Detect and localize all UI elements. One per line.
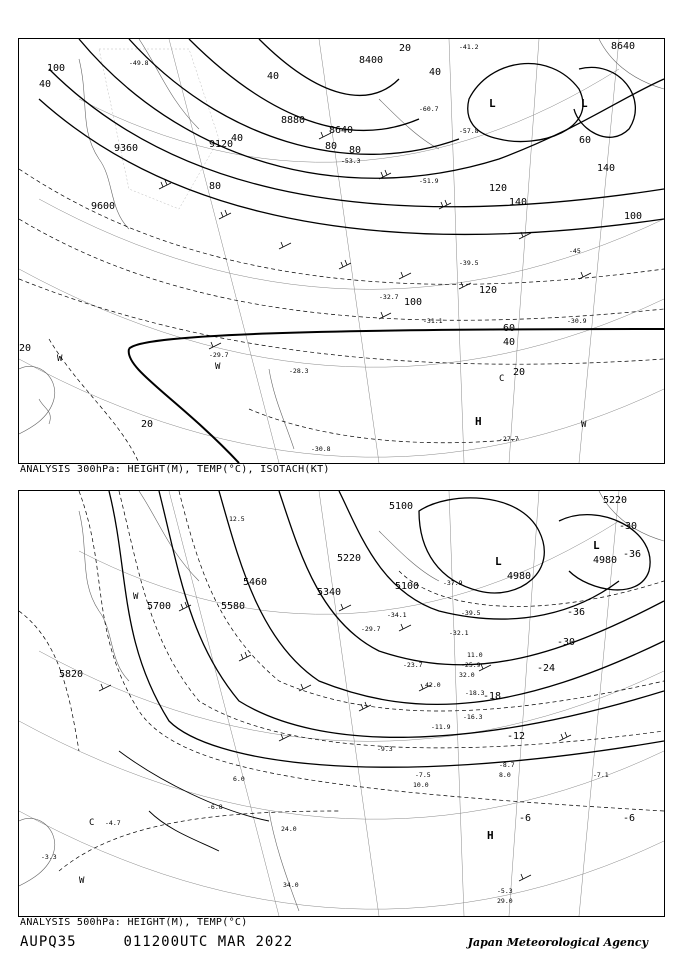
height-contours [109,491,664,767]
isotach-label: 20 [141,419,154,430]
temp-label: 11.0 [467,651,483,659]
temp-label: -32.1 [449,629,469,637]
wind-barbs [159,132,591,349]
temp-label: 34.0 [283,881,299,889]
isotach-label: 20 [513,367,526,378]
temp-label: 10.0 [413,781,429,789]
height-label: 9600 [91,201,116,212]
temp-label: -41.2 [459,43,479,51]
high-center: H [475,415,482,428]
temp-label: -23.7 [403,661,423,669]
isotach-label: 40 [503,337,516,348]
warm-marker: W [79,876,85,886]
temp-label: 8.0 [499,771,511,779]
isotach-label: 40 [231,133,244,144]
height-label: 9360 [114,143,139,154]
temp-label: -8.7 [499,761,515,769]
isotach-label: 120 [479,285,498,296]
low-center: L [593,539,600,552]
temp-label: 12.5 [229,515,245,523]
high-center: H [487,829,494,842]
map-500hpa-svg [19,491,664,916]
coastline [19,39,664,449]
height-label: 8400 [359,55,384,66]
temp-label: -30.8 [311,445,331,453]
temp-label: -37.9 [443,579,463,587]
valid-time: 011200UTC MAR 2022 [123,934,294,950]
height-contours [39,39,664,234]
isotach-label: 60 [579,135,592,146]
temp-label: -9.3 [377,745,393,753]
temp-label: 24.0 [281,825,297,833]
warm-marker: W [57,354,63,364]
temp-label: -11.9 [431,723,451,731]
isotach-label: 40 [429,67,442,78]
temp-contour-label: -36 [623,549,642,560]
temp-contour-label: -36 [567,607,586,618]
isotach-thick [129,329,664,463]
height-label: 5100 [395,581,420,592]
wind-barbs [99,602,571,881]
low-center: L [489,97,496,110]
temp-label: -25.9 [461,661,481,669]
temp-label: -39.5 [461,609,481,617]
caption-300hpa: ANALYSIS 300hPa: HEIGHT(M), TEMP(°C), ISOTACH(KT) [20,464,330,475]
temp-label: 6.0 [233,775,245,783]
map-panel-500hpa [18,490,665,917]
agency-name: Japan Meteorological Agency [467,936,648,949]
temp-contour-label: -12 [507,731,526,742]
isotach-label: 140 [509,197,528,208]
isotach-label: 140 [597,163,616,174]
isotach-label: 100 [624,211,643,222]
height-label: 9120 [209,139,234,150]
cold-marker: C [499,374,505,384]
temp-label: -28.3 [289,367,309,375]
temp-label: -3.3 [41,853,57,861]
caption-500hpa: ANALYSIS 500hPa: HEIGHT(M), TEMP(°C) [20,917,248,928]
temp-label: -31.1 [423,317,443,325]
low-center: L [581,97,588,110]
temp-label: -7.5 [415,771,431,779]
temp-label: -7.1 [593,771,609,779]
isotach-label: 100 [404,297,423,308]
map-panel-300hpa [18,38,665,464]
temp-label: -29.7 [361,625,381,633]
height-label: 8640 [329,125,354,136]
height-label: 5220 [337,553,362,564]
temp-contour-label: -6 [519,813,532,824]
isotherms [19,169,664,463]
map-300hpa-svg [19,39,664,463]
temp-label: 29.0 [497,897,513,905]
height-label: 8880 [281,115,306,126]
isotach-label: 60 [503,323,516,334]
chart-code [20,934,293,950]
warm-marker: W [133,592,139,602]
height-label: 5340 [317,587,342,598]
temp-label: -51.9 [419,177,439,185]
height-label: 8640 [611,41,636,52]
temp-contour-label: -6 [623,813,636,824]
temp-label: -6.8 [207,803,223,811]
isotach-label: 20 [19,343,32,354]
isotach-label: 100 [47,63,66,74]
height-label: 5220 [603,495,628,506]
height-label: 5820 [59,669,84,680]
temp-label: -5.3 [497,887,513,895]
low-center: L [495,555,502,568]
height-label: 4980 [593,555,618,566]
height-label: 5700 [147,601,172,612]
temp-label: -49.8 [129,59,149,67]
temp-contour-label: -18 [483,691,502,702]
latlon-grid [19,39,664,463]
temp-label: -34.1 [387,611,407,619]
temp-label: -45 [569,247,581,255]
temp-label: 32.0 [459,671,475,679]
temp-label: -32.7 [379,293,399,301]
height-label: 5460 [243,577,268,588]
temp-label: -16.3 [463,713,483,721]
temp-label: -18.3 [465,689,485,697]
isotach-label: 20 [399,43,412,54]
chart-id: AUPQ35 [20,934,77,950]
temp-label: -60.7 [419,105,439,113]
temp-contour-label: -30 [557,637,576,648]
temp-contour-label: -30 [619,521,638,532]
temp-label: -29.7 [209,351,229,359]
temp-label: -30.9 [567,317,587,325]
temp-label: 42.0 [425,681,441,689]
height-label: 4980 [507,571,532,582]
isotach-label: 40 [267,71,280,82]
cold-marker: C [89,818,95,828]
temp-label: -53.3 [341,157,361,165]
isotach-label: 80 [325,141,338,152]
temp-label: -4.7 [105,819,121,827]
isotach-label: 80 [349,145,362,156]
temp-label: -57.8 [459,127,479,135]
isotach-label: 40 [39,79,52,90]
isotach-label: 120 [489,183,508,194]
warm-marker: W [581,420,587,430]
temp-label: -39.5 [459,259,479,267]
height-label: 5100 [389,501,414,512]
height-label: 5580 [221,601,246,612]
temp-contour-label: -24 [537,663,556,674]
temp-label: -27.7 [499,435,519,443]
isotach-label: 80 [209,181,222,192]
warm-marker: W [215,362,221,372]
isotherm-solid [119,751,269,851]
